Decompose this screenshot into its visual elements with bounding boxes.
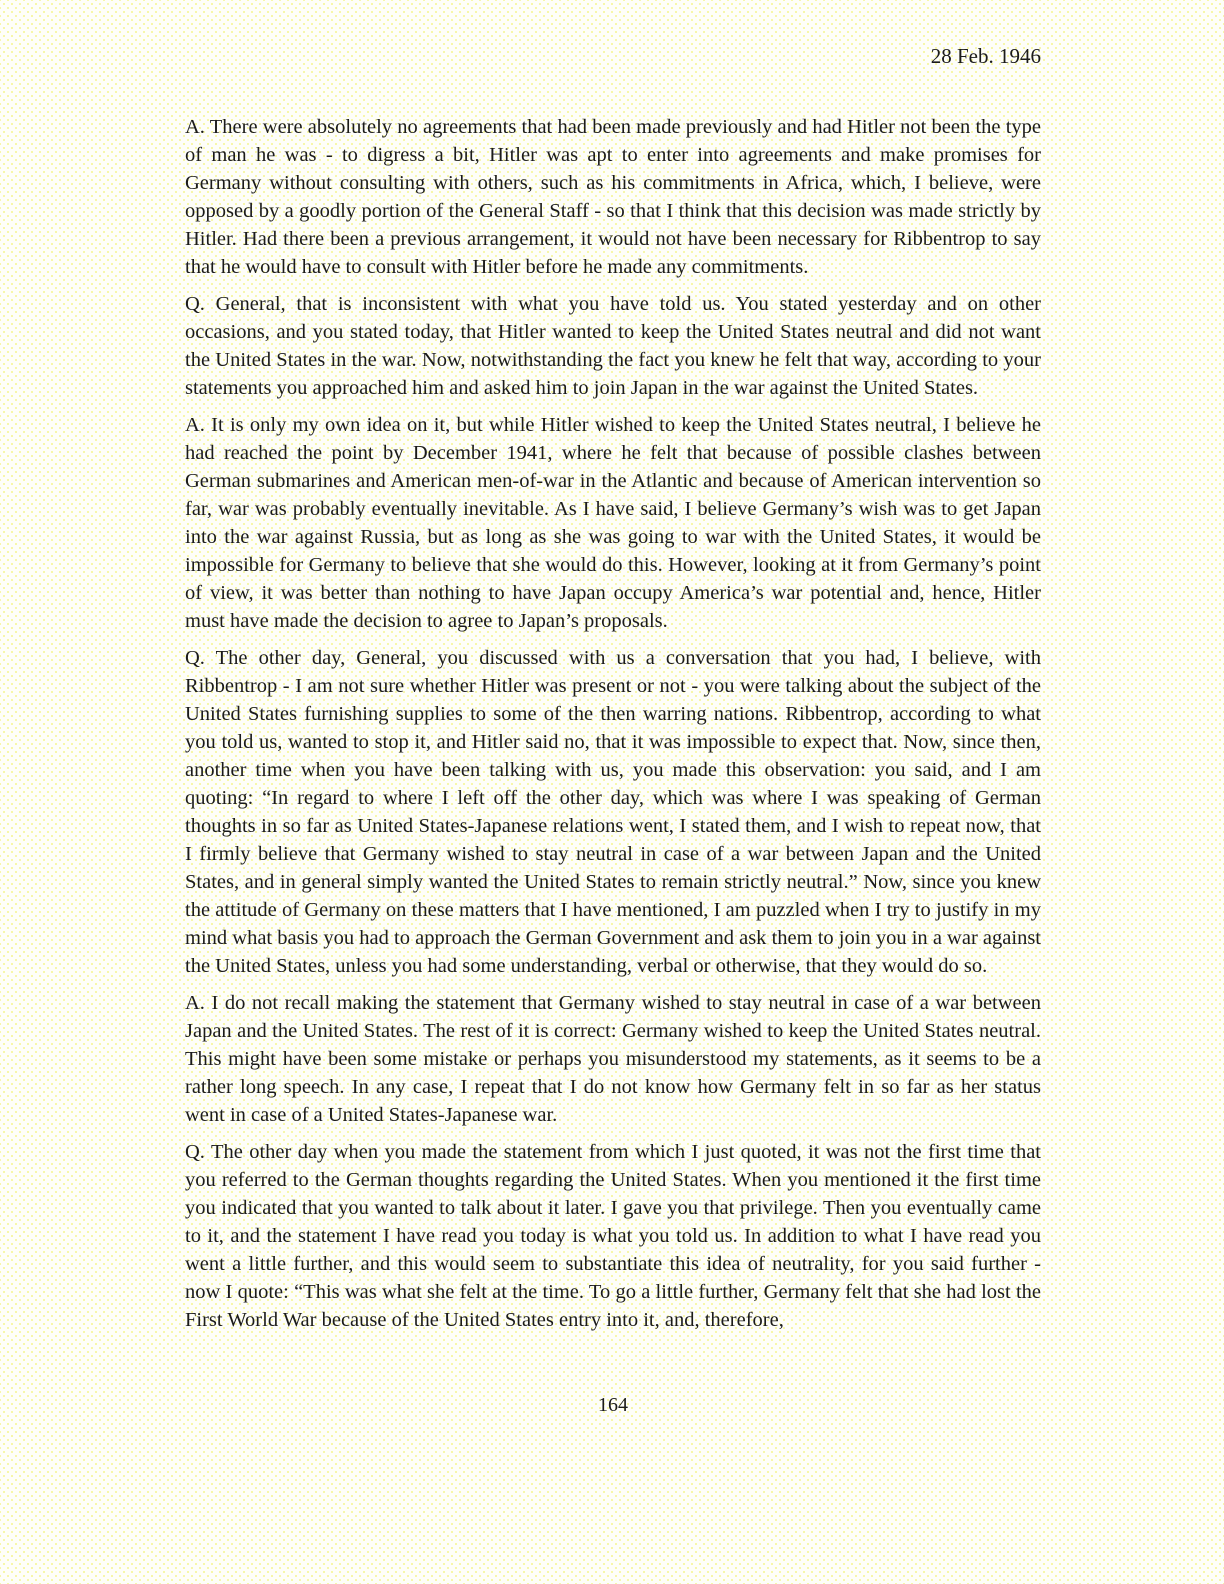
transcript-paragraph-question-1: Q. General, that is inconsistent with what you have told us. You stated yesterday and on other occasions, and you stated today, that Hitler wanted to keep the United States neutral and did not want the United States in the war. Now, notwithstanding the fact you knew he felt that way, according to your statements you approached him and asked him to join Japan in the war against the United States. bbox=[185, 293, 1041, 399]
transcript-paragraph-answer-2: A. It is only my own idea on it, but while Hitler wished to keep the United States neutral, I believe he had reached the point by December 1941, where he felt that because of possible clashes between German submarines and American men-of-war in the Atlantic and because of American intervention so far, war was probably eventually inevitable. As I have said, I believe Germany’s wish was to get Japan into the war against Russia, but as long as she was going to war with the United States, it would be impossible for Germany to believe that she would do this. However, looking at it from Germany’s point of view, it was better than nothing to have Japan occupy America’s war potential and, hence, Hitler must have made the decision to agree to Japan’s proposals. bbox=[185, 414, 1041, 632]
transcript-paragraph-answer-1: A. There were absolutely no agreements that had been made previously and had Hitler not been the type of man he was - to digress a bit, Hitler was apt to enter into agreements and make promises for Germany without consulting with others, such as his commitments in Africa, which, I believe, were opposed by a goodly portion of the General Staff - so that I think that this decision was made strictly by Hitler. Had there been a previous arrangement, it would not have been necessary for Ribbentrop to say that he would have to consult with Hitler before he made any commitments. bbox=[185, 116, 1041, 278]
transcript-paragraph-question-3: Q. The other day when you made the statement from which I just quoted, it was not the first time that you referred to the German thoughts regarding the United States. When you mentioned it the first time you indicated that you wanted to talk about it later. I gave you that privilege. Then you eventually came to it, and the statement I have read you today is what you told us. In addition to what I have read you went a little further, and this would seem to substantiate this idea of neutrality, for you said further - now I quote: “This was what she felt at the time. To go a little further, Germany felt that she had lost the First World War because of the United States entry into it, and, therefore, bbox=[185, 1141, 1041, 1331]
page-header-date: 28 Feb. 1946 bbox=[930, 44, 1041, 68]
transcript-paragraph-answer-3: A. I do not recall making the statement that Germany wished to stay neutral in case of a war between Japan and the United States. The rest of it is correct: Germany wished to keep the United States neutral. This might have been some mistake or perhaps you misunderstood my statements, as it seems to be a rather long speech. In any case, I repeat that I do not know how Germany felt in so far as her status went in case of a United States-Japanese war. bbox=[185, 992, 1041, 1126]
page-number: 164 bbox=[598, 1394, 628, 1416]
transcript-body bbox=[185, 113, 1041, 1343]
transcript-paragraph-question-2: Q. The other day, General, you discussed with us a conversation that you had, I believe, with Ribbentrop - I am not sure whether Hitler was present or not - you were talking about the subject of the United States furnishing supplies to some of the then warring nations. Ribbentrop, according to what you told us, wanted to stop it, and Hitler said no, that it was impossible to expect that. Now, since then, another time when you have been talking with us, you made this observation: you said, and I am quoting: “In regard to where I left off the other day, which was where I was speaking of German thoughts in so far as United States-Japanese relations went, I stated them, and I wish to repeat now, that I firmly believe that Germany wished to stay neutral in case of a war between Japan and the United States, and in general simply wanted the United States to remain strictly neutral.” Now, since you knew the attitude of Germany on these matters that I have mentioned, I am puzzled when I try to justify in my mind what basis you had to approach the German Government and ask them to join you in a war against the United States, unless you had some understanding, verbal or otherwise, that they would do so. bbox=[185, 647, 1041, 977]
